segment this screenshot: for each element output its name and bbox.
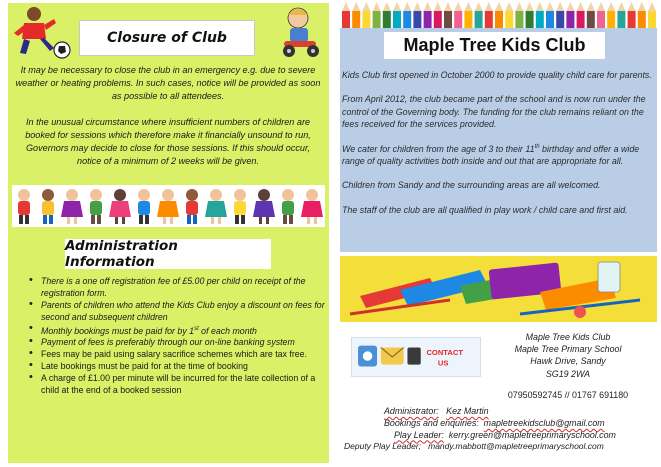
pencil-body	[454, 11, 462, 28]
club-paragraph-4: Children from Sandy and the surrounding areas are all welcomed.	[342, 180, 601, 191]
admin-item-monthly-bookings: • Monthly bookings must be paid for by 1st of each month	[28, 324, 326, 338]
staff-name-administrator: Kez Martin	[446, 406, 489, 416]
address-line-2: Maple Tree Primary School	[514, 344, 622, 355]
admin-item-late-bookings: • Late bookings must be paid for at the time of booking	[28, 361, 326, 373]
closure-title: Closure of Club	[107, 30, 227, 46]
admin-item-sibling-discount: • Parents of children who attend the Kids Club enjoy a discount on fees for second and subsequent children	[28, 300, 326, 324]
admin-title-box	[65, 239, 271, 269]
pencil-tip	[475, 2, 483, 11]
admin-list	[28, 276, 326, 397]
pencil-body	[362, 11, 370, 28]
pencil-tip	[638, 2, 646, 11]
pencil-body	[495, 11, 503, 28]
staff-role-deputy: Deputy Play Leader;	[344, 441, 422, 452]
contact-address	[483, 331, 653, 401]
staff-administrator	[384, 406, 661, 418]
pencil-body	[546, 11, 554, 28]
pencil-tip	[352, 2, 360, 11]
pencil-body	[434, 11, 442, 28]
pencil-body	[393, 11, 401, 28]
pencil-tip	[424, 2, 432, 11]
pencil-tip	[444, 2, 452, 11]
pencil-tip	[515, 2, 523, 11]
pencil-tip	[485, 2, 493, 11]
pencil-body	[505, 11, 513, 28]
admin-item-late-collection: • A charge of £1.00 per minute will be incurred for the late collection of a child at the end of a booked session	[28, 373, 326, 397]
address-line-4: SG19 2WA	[545, 368, 591, 379]
contact-us-clipart	[351, 337, 481, 377]
pencil-tip	[607, 2, 615, 11]
pencil-body	[617, 11, 625, 28]
pencil-tip	[617, 2, 625, 11]
pencil-tip	[383, 2, 391, 11]
club-title: Maple Tree Kids Club	[403, 35, 586, 55]
pencil-body	[607, 11, 615, 28]
pencil-tip	[342, 2, 350, 11]
pencil-tip	[648, 2, 656, 11]
staff-role-play-leader: Play Leader:	[394, 429, 444, 440]
pencil-body	[424, 11, 432, 28]
pencil-body	[597, 11, 605, 28]
staff-deputy-play-leader	[344, 441, 661, 453]
pencil-tip	[362, 2, 370, 11]
pencil-tip	[587, 2, 595, 11]
play-leader-email-link[interactable]: kerry.green@mapletreeprimaryschool.com	[448, 429, 616, 440]
address-line-3: Hawk Drive, Sandy	[530, 356, 606, 367]
pencil-body	[648, 11, 656, 28]
pencil-body	[628, 11, 636, 28]
scooter-kid-clipart	[278, 5, 324, 59]
pencil-tip	[505, 2, 513, 11]
pencil-body	[556, 11, 564, 28]
school-supplies-clipart	[340, 256, 657, 322]
address-line-1: Maple Tree Kids Club	[525, 332, 611, 342]
pencil-tip	[434, 2, 442, 11]
colored-pencils-border	[340, 2, 657, 28]
club-info-text	[342, 69, 655, 228]
phone-numbers: 07950592745 // 01767 691180	[507, 389, 629, 400]
pencil-tip	[566, 2, 574, 11]
pencil-body	[413, 11, 421, 28]
pencil-tip	[464, 2, 472, 11]
closure-text	[14, 64, 322, 180]
pencil-body	[485, 11, 493, 28]
club-title-box	[384, 32, 605, 59]
staff-role-bookings: Bookings and enquiries:	[384, 417, 479, 428]
pencil-body	[373, 11, 381, 28]
closure-title-box	[79, 20, 255, 56]
club-paragraph-2: From April 2012, the club became part of the school and is now run under the control of the Governing body. The funding for the club remains reliant on the fees received for the services provided.	[342, 94, 646, 130]
closure-paragraph-2: In the unusual circumstance where insufficient numbers of children are booked for sessions which therefore make it financially unsound to run, Governors may decide to close for those sessions. If this should occur, notice of a minimum of 2 weeks will be given.	[25, 116, 311, 167]
football-kid-clipart	[10, 3, 72, 61]
staff-bookings	[384, 418, 661, 430]
staff-play-leader	[394, 430, 661, 442]
pencil-body	[475, 11, 483, 28]
closure-header-row	[8, 3, 329, 63]
pencil-tip	[526, 2, 534, 11]
club-paragraph-1: Kids Club first opened in October 2000 to provide quality child care for parents.	[342, 70, 652, 80]
staff-role-administrator: Administrator:	[384, 406, 439, 416]
club-info-panel	[340, 28, 657, 252]
staff-contacts	[340, 406, 657, 453]
pencil-body	[383, 11, 391, 28]
pencil-tip	[546, 2, 554, 11]
pencil-body	[342, 11, 350, 28]
closure-admin-panel	[8, 3, 329, 463]
admin-item-online-banking: • Payment of fees is preferably through our on-line banking system	[28, 337, 326, 349]
pencil-tip	[577, 2, 585, 11]
children-row-clipart	[12, 185, 325, 227]
deputy-email-link[interactable]: mandy.mabbott@mapletreeprimaryschool.com	[428, 441, 604, 452]
club-paragraph-5: The staff of the club are all qualified in play work / child care and first aid.	[342, 204, 628, 215]
pencil-body	[515, 11, 523, 28]
contact-us-badge-line-1: CONTACT	[426, 348, 464, 358]
admin-title: Administration Information	[65, 238, 178, 270]
pencil-body	[526, 11, 534, 28]
pencil-body	[464, 11, 472, 28]
pencil-tip	[373, 2, 381, 11]
pencil-body	[587, 11, 595, 28]
pencil-tip	[495, 2, 503, 11]
admin-item-registration-fee: • There is a one off registration fee of £5.00 per child on receipt of the registration form.	[28, 276, 326, 300]
club-paragraph-3: We cater for children from the age of 3 to their 11th birthday and offer a wide range of quality activities both inside and out that are appropriate for all.	[342, 143, 640, 167]
pencil-body	[638, 11, 646, 28]
pencil-tip	[393, 2, 401, 11]
pencil-tip	[556, 2, 564, 11]
pencil-tip	[597, 2, 605, 11]
pencil-tip	[413, 2, 421, 11]
pencil-tip	[628, 2, 636, 11]
pencil-body	[352, 11, 360, 28]
closure-paragraph-1: It may be necessary to close the club in an emergency e.g. due to severe weather or heating problems. In such cases, notice will be provided as soon as possible to all attendees.	[15, 65, 321, 102]
pencil-body	[403, 11, 411, 28]
pencil-tip	[403, 2, 411, 11]
pencil-tip	[454, 2, 462, 11]
pencil-body	[536, 11, 544, 28]
pencil-body	[577, 11, 585, 28]
pencil-body	[566, 11, 574, 28]
admin-item-salary-sacrifice: • Fees may be paid using salary sacrifice schemes which are tax free.	[28, 349, 326, 361]
pencil-tip	[536, 2, 544, 11]
bookings-email-link[interactable]: mapletreekidsclub@gmail.com	[483, 417, 605, 428]
contact-us-badge-line-2: US	[437, 358, 449, 368]
pencil-body	[444, 11, 452, 28]
